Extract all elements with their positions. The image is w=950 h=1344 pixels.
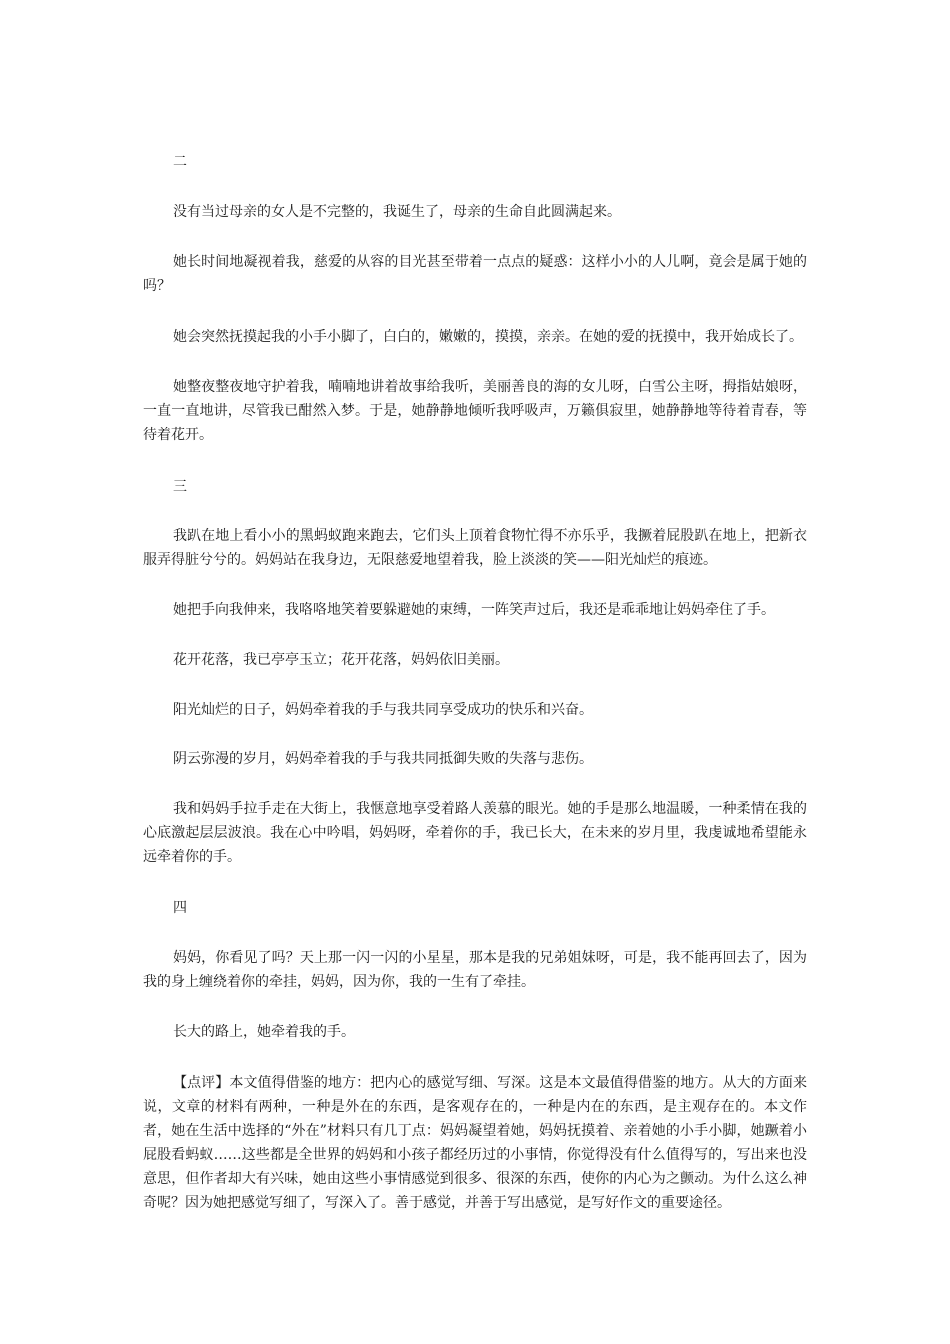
paragraph: 我和妈妈手拉手走在大街上，我惬意地享受着路人羡慕的眼光。她的手是那么地温暖，一种柔情在我的心底激起层层波浪。我在心中吟唱，妈妈呀，牵着你的手，我已长大，在未来的岁月里，我虔诚地希望能永远牵着你的手。 (143, 801, 807, 865)
paragraph: 阳光灿烂的日子，妈妈牵着我的手与我共同享受成功的快乐和兴奋。 (173, 702, 593, 718)
paragraph: 她长时间地凝视着我，慈爱的从容的目光甚至带着一点点的疑惑：这样小小的人儿啊，竟会是属于她的吗？ (143, 254, 807, 294)
paragraph: 妈妈，你看见了吗？天上那一闪一闪的小星星，那本是我的兄弟姐妹呀，可是，我不能再回去了，因为我的身上缠绕着你的牵挂，妈妈，因为你，我的一生有了牵挂。 (143, 950, 807, 990)
paragraph: 阴云弥漫的岁月，妈妈牵着我的手与我共同抵御失败的失落与悲伤。 (173, 751, 593, 767)
section-heading-two: 二 (173, 154, 187, 170)
section-heading-three: 三 (173, 479, 187, 495)
paragraph: 她把手向我伸来，我咯咯地笑着要躲避她的束缚，一阵笑声过后，我还是乖乖地让妈妈牵住了手。 (173, 602, 775, 618)
paragraph: 花开花落，我已亭亭玉立；花开花落，妈妈依旧美丽。 (173, 652, 509, 668)
commentary-paragraph: 【点评】本文值得借鉴的地方：把内心的感觉写细、写深。这是本文最值得借鉴的地方。从大的方面来说，文章的材料有两种，一种是外在的东西，是客观存在的，一种是内在的东西，是主观存在的。本文作者，她在生活中选择的“外在”材料只有几丁点：妈妈凝望着她，妈妈抚摸着、亲着她的小手小脚，她蹶着小屁股看蚂蚁……这些都是全世界的妈妈和小孩子都经历过的小事情，你觉得没有什么值得写的，写出来也没意思，但作者却大有兴味，她由这些小事情感觉到很多、很深的东西，使你的内心为之颤动。为什么这么神奇呢？因为她把感觉写细了，写深入了。善于感觉，并善于写出感觉，是写好作文的重要途径。 (143, 1075, 807, 1211)
section-heading-four: 四 (173, 900, 187, 916)
paragraph: 她整夜整夜地守护着我，喃喃地讲着故事给我听，美丽善良的海的女儿呀，白雪公主呀，拇指姑娘呀，一直一直地讲，尽管我已酣然入梦。于是，她静静地倾听我呼吸声，万籁俱寂里，她静静地等待着青春，等待着花开。 (143, 379, 807, 443)
paragraph: 长大的路上，她牵着我的手。 (173, 1024, 355, 1040)
paragraph: 我趴在地上看小小的黑蚂蚁跑来跑去，它们头上顶着食物忙得不亦乐乎，我撅着屁股趴在地上，把新衣服弄得脏兮兮的。妈妈站在我身边，无限慈爱地望着我，脸上淡淡的笑——阳光灿烂的痕迹。 (143, 528, 807, 568)
paragraph: 没有当过母亲的女人是不完整的，我诞生了，母亲的生命自此圆满起来。 (173, 204, 621, 220)
paragraph: 她会突然抚摸起我的小手小脚了，白白的，嫩嫩的，摸摸，亲亲。在她的爱的抚摸中，我开始成长了。 (173, 329, 803, 345)
